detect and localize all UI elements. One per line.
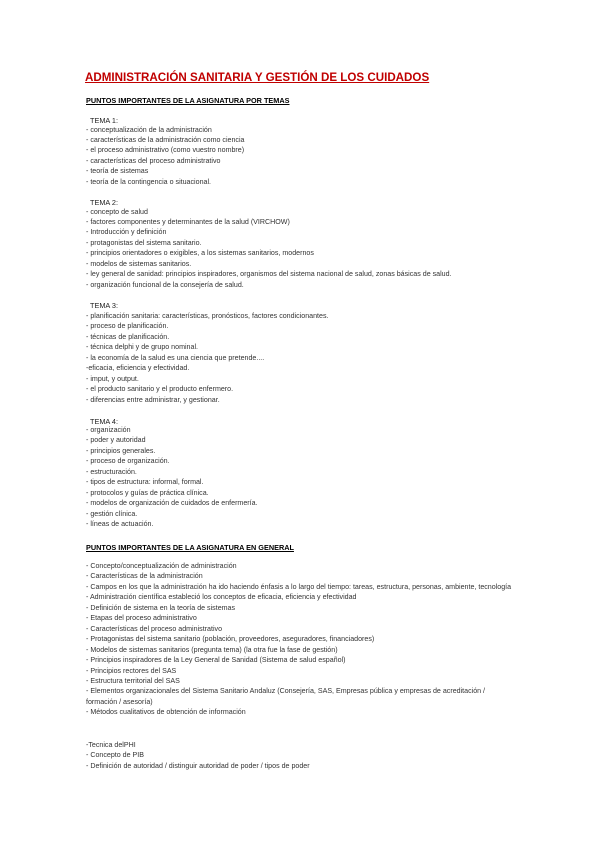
list-item: - Concepto de PIB (86, 751, 144, 760)
list-item: - proceso de planificación. (86, 322, 169, 331)
tema-2-list (86, 207, 452, 291)
tema-4-list (86, 425, 258, 529)
list-item: - Características de la administración (86, 572, 203, 581)
list-item: - técnica delphi y de grupo nominal. (86, 343, 198, 352)
list-item: - factores componentes y determinantes de la salud (VIRCHOW) (86, 217, 290, 226)
list-item: - Introducción y definición (86, 228, 167, 237)
tema-label: TEMA 3: (90, 301, 118, 310)
list-item: - organización funcional de la consejería de salud. (86, 280, 244, 289)
list-item: - conceptualización de la administración (86, 125, 212, 134)
list-item: - poder y autoridad (86, 436, 146, 445)
general-list (86, 561, 516, 718)
list-item: - Características del proceso administrativo (86, 624, 223, 633)
list-item: - ley general de sanidad: principios inspiradores, organismos del sistema nacional de salud, zonas básicas de salud. (86, 270, 452, 279)
tema-label: TEMA 2: (90, 198, 118, 207)
tema-label: TEMA 4: (90, 417, 118, 426)
list-item: - concepto de salud (86, 207, 148, 216)
list-item: - Definición de sistema en la teoría de sistemas (86, 603, 236, 612)
list-item: - Protagonistas del sistema sanitario (población, proveedores, aseguradores, financiadores) (86, 635, 375, 644)
list-item: - proceso de organización. (86, 457, 170, 466)
tema-3-list (86, 311, 329, 405)
list-item: - teoría de la contingencia o situacional. (86, 177, 212, 186)
list-item: - planificación sanitaria: características, pronósticos, factores condicionantes. (86, 312, 329, 320)
list-item: - protagonistas del sistema sanitario. (86, 238, 202, 247)
general-extra-list (86, 740, 310, 771)
tema-1-list (86, 125, 245, 188)
list-item: - Elementos organizacionales del Sistema Sanitario Andaluz (Consejería, SAS, Empresas pública y empresas de acreditación / formación / asesoría) (86, 687, 486, 706)
list-item: - estructuración. (86, 467, 137, 476)
tema-label: TEMA 1: (90, 116, 118, 125)
list-item: - principios orientadores o exigibles, a los sistemas sanitarios, modernos (86, 249, 314, 258)
list-item: - Principios rectores del SAS (86, 666, 177, 675)
list-item: - la economía de la salud es una ciencia que pretende.... (86, 353, 265, 362)
list-item: - protocolos y guías de práctica clínica. (86, 488, 209, 497)
list-item: - Estructura territorial del SAS (86, 676, 180, 685)
list-item: - el producto sanitario y el producto enfermero. (86, 385, 234, 394)
list-item: - imput, y output. (86, 374, 139, 383)
list-item: - Administración científica estableció los conceptos de eficacia, eficiencia y efectividad (86, 593, 357, 602)
list-item: - Modelos de sistemas sanitarios (pregunta tema) (la otra fue la fase de gestión) (86, 645, 338, 654)
list-item: - Definición de autoridad / distinguir autoridad de poder / tipos de poder (86, 761, 310, 770)
list-item: - características del proceso administrativo (86, 156, 221, 165)
section-heading-temas: PUNTOS IMPORTANTES DE LA ASIGNATURA POR TEMAS (86, 96, 290, 105)
list-item: - gestión clínica. (86, 509, 138, 518)
list-item: - Concepto/conceptualización de administración (86, 562, 237, 570)
list-item: - Etapas del proceso administrativo (86, 614, 197, 623)
list-item: - técnicas de planificación. (86, 332, 170, 341)
list-item: - teoría de sistemas (86, 167, 149, 176)
list-item: - tipos de estructura: informal, formal. (86, 478, 204, 487)
list-item: - Métodos cualitativos de obtención de información (86, 708, 246, 717)
list-item: - diferencias entre administrar, y gestionar. (86, 395, 220, 404)
document-title: ADMINISTRACIÓN SANITARIA Y GESTIÓN DE LOS CUIDADOS (85, 71, 430, 84)
list-item: - modelos de sistemas sanitarios. (86, 259, 192, 268)
section-heading-general: PUNTOS IMPORTANTES DE LA ASIGNATURA EN GENERAL (86, 543, 294, 552)
list-item: - el proceso administrativo (como vuestro nombre) (86, 146, 245, 155)
list-item: -Tecnica delPHI (86, 741, 136, 749)
list-item: -eficacia, eficiencia y efectividad. (86, 364, 190, 373)
list-item: - organización (86, 426, 131, 434)
list-item: - principios generales. (86, 446, 156, 455)
list-item: - características de la administración como ciencia (86, 135, 245, 144)
list-item: - modelos de organización de cuidados de enfermería. (86, 499, 258, 508)
list-item: - líneas de actuación. (86, 519, 154, 528)
list-item: - Campos en los que la administración ha ido haciendo énfasis a lo largo del tiempo: tareas, estructura, personas, ambiente, tecnología (86, 582, 512, 591)
list-item: - Principios inspiradores de la Ley General de Sanidad (Sistema de salud español) (86, 656, 346, 665)
